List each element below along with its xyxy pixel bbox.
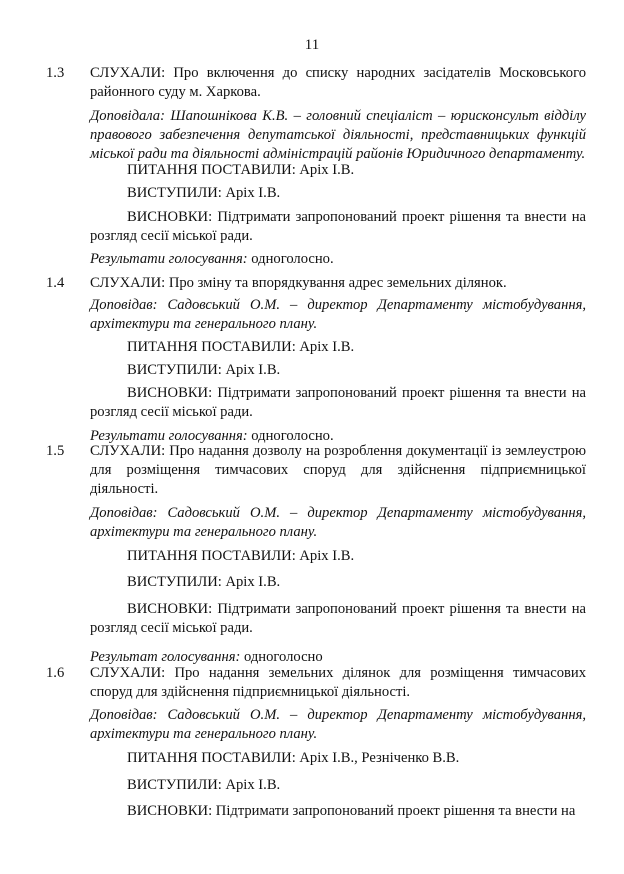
questions-line: ПИТАННЯ ПОСТАВИЛИ: Аріх І.В. <box>127 162 355 178</box>
heard-label: СЛУХАЛИ: <box>90 275 166 291</box>
item-number: 1.5 <box>46 443 65 459</box>
item-number: 1.4 <box>46 275 65 291</box>
heard-text: Про надання земельних ділянок для розміщення тимчасових споруд для здійснення підприємницької діяльності. <box>90 665 587 700</box>
heard-paragraph <box>90 442 586 499</box>
vote-value: одноголосно. <box>251 428 334 444</box>
heard-paragraph <box>90 274 586 293</box>
spoke-line: ВИСТУПИЛИ: Аріх І.В. <box>127 185 281 201</box>
item-number: 1.3 <box>46 65 65 81</box>
questions-line: ПИТАННЯ ПОСТАВИЛИ: Аріх І.В. <box>127 548 355 564</box>
conclusions-text: ВИСНОВКИ: Підтримати запропонований проект рішення та внести на <box>127 803 576 819</box>
questions-line: ПИТАННЯ ПОСТАВИЛИ: Аріх І.В., Резніченко В.В. <box>127 750 460 766</box>
heard-label: СЛУХАЛИ: <box>90 65 166 81</box>
heard-label: СЛУХАЛИ: <box>90 443 166 459</box>
speaker-text: Доповідав: Садовський О.М. – директор Департаменту містобудування, архітектури та генерального плану. <box>90 297 586 332</box>
item-number: 1.6 <box>46 665 65 681</box>
heard-text: Про включення до списку народних засідателів Московського районного суду м. Харкова. <box>90 65 586 100</box>
vote-label: Результат голосування: <box>90 649 241 665</box>
conclusions-text: ВИСНОВКИ: Підтримати запропонований проект рішення та внести на розгляд сесії міської ради. <box>90 209 586 244</box>
vote-value: одноголосно. <box>251 251 334 267</box>
heard-paragraph <box>90 664 586 702</box>
vote-result <box>90 250 334 269</box>
speaker-text: Доповідав: Садовський О.М. – директор Департаменту містобудування, архітектури та генерального плану. <box>90 707 586 742</box>
questions-line: ПИТАННЯ ПОСТАВИЛИ: Аріх І.В. <box>127 339 355 355</box>
conclusions-text: ВИСНОВКИ: Підтримати запропонований проект рішення та внести на розгляд сесії міської ради. <box>90 385 586 420</box>
heard-paragraph <box>90 64 586 102</box>
page-number: 11 <box>304 37 320 53</box>
speaker-text: Доповідав: Садовський О.М. – директор Департаменту містобудування, архітектури та генерального плану. <box>90 505 586 540</box>
vote-value: одноголосно <box>244 649 323 665</box>
spoke-line: ВИСТУПИЛИ: Аріх І.В. <box>127 362 281 378</box>
conclusions-text: ВИСНОВКИ: Підтримати запропонований проект рішення та внести на розгляд сесії міської ради. <box>90 601 586 636</box>
spoke-line: ВИСТУПИЛИ: Аріх І.В. <box>127 574 281 590</box>
heard-label: СЛУХАЛИ: <box>90 665 166 681</box>
vote-label: Результати голосування: <box>90 428 248 444</box>
heard-text: Про надання дозволу на розроблення документації із землеустрою для розміщення тимчасових споруд для здійснення підприємницької діяльності. <box>90 443 586 497</box>
speaker-text: Доповідала: Шапошнікова К.В. – головний спеціаліст – юрисконсульт відділу правового забезпечення депутатської діяльності, представницьких функцій міської ради та діяльності адміністрацій районів Юридичного департаменту. <box>90 108 586 162</box>
heard-text: Про зміну та впорядкування адрес земельних ділянок. <box>168 275 507 291</box>
spoke-line: ВИСТУПИЛИ: Аріх І.В. <box>127 777 281 793</box>
vote-label: Результати голосування: <box>90 251 248 267</box>
